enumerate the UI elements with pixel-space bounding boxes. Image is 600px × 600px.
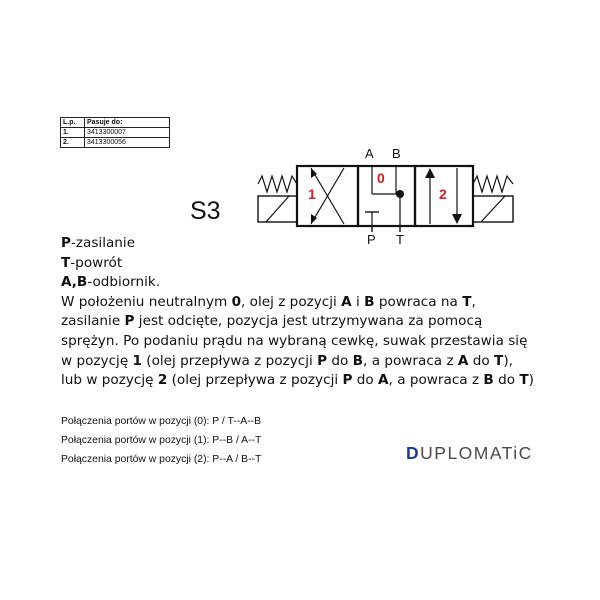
port-connections [61,412,261,469]
bold-letter: P [124,313,135,330]
desc-line-4 [61,293,581,313]
bold-letter: A,B [61,274,88,291]
desc-text: i [351,293,365,310]
desc-line-t [61,254,581,274]
port-connection-2: Połączenia portów w pozycji (2): P--A / B--T [61,454,262,465]
bold-letter: B [352,352,364,369]
desc-text: powraca na [374,293,463,310]
parts-table-header-lp: L.p. [61,118,85,128]
desc-text: , olej z pozycji [241,293,342,310]
bold-letter: P [61,235,71,251]
desc-text: do [468,352,495,369]
desc-line-7 [61,352,581,372]
desc-text: do [493,372,520,389]
port-a-label: A [365,146,374,161]
desc-line-6: sprężyn. Po podaniu prądu na wybraną cewkę, suwak przestawia się [61,332,528,349]
desc-text: lub w pozycję [61,372,158,389]
symbol-code: S3 [190,197,221,225]
bold-letter: P [317,352,328,369]
bold-letter: P [342,372,353,389]
desc-text: do [327,352,353,369]
desc-text: , a powraca z [363,352,458,369]
desc-text: ), [503,352,513,369]
valve-symbol [0,0,600,260]
left-spring [258,176,297,192]
port-connection-1: Połączenia portów w pozycji (1): P--B / A--T [61,435,262,446]
port-t-label: T [396,232,404,247]
port-p-label: P [367,232,376,247]
logo-first-letter: D [406,443,421,463]
bold-letter: A [341,293,352,310]
desc-text: -odbiornik. [87,274,161,291]
bold-letter: T [61,254,71,271]
desc-text: -zasilanie [70,235,136,251]
bold-letter: B [483,372,494,389]
valve-description [61,234,581,391]
right-spring [473,176,513,192]
desc-line-5 [61,312,581,332]
position-0-number: 0 [377,170,385,186]
bold-letter: T [462,293,472,310]
bold-letter: 0 [231,293,242,310]
duplomatic-logo [406,443,533,464]
bold-letter: T [519,372,529,389]
bold-letter: A [378,372,389,389]
bold-letter: B [364,293,375,310]
desc-line-p [61,234,581,254]
desc-text: W położeniu neutralnym [61,293,232,310]
envelope-position-0 [358,166,415,226]
table-cell-part-number: 3413300007 [85,128,170,138]
desc-text: ) [528,372,534,389]
table-cell-lp: 2. [61,138,85,148]
table-cell-part-number: 3413300056 [85,138,170,148]
desc-text: do [352,372,379,389]
desc-text: jest odcięte, pozycja jest utrzymywana za pomocą [134,313,483,330]
desc-text: zasilanie [61,313,125,330]
logo-rest: UPLOMATiC [420,443,533,463]
desc-text: w pozycję [61,352,133,369]
bold-letter: 2 [157,372,168,389]
port-connection-0: Połączenia portów w pozycji (0): P / T--A--B [61,416,261,427]
desc-text: (olej przepływa z pozycji [141,352,318,369]
desc-line-ab [61,273,581,293]
desc-text: (olej przepływa z pozycji [167,372,343,389]
desc-text: -powrót [70,254,123,271]
desc-text: , [471,293,476,310]
desc-text: , a powraca z [388,372,484,389]
bold-letter: T [494,352,504,369]
position-2-number: 2 [439,186,447,202]
bold-letter: A [457,352,469,369]
port-b-label: B [392,146,401,161]
bold-letter: 1 [132,352,142,369]
table-cell-lp: 1. [61,128,85,138]
position-1-number: 1 [308,186,316,202]
parts-table-header-part: Pasuje do: [85,118,170,128]
desc-line-8 [61,371,581,391]
